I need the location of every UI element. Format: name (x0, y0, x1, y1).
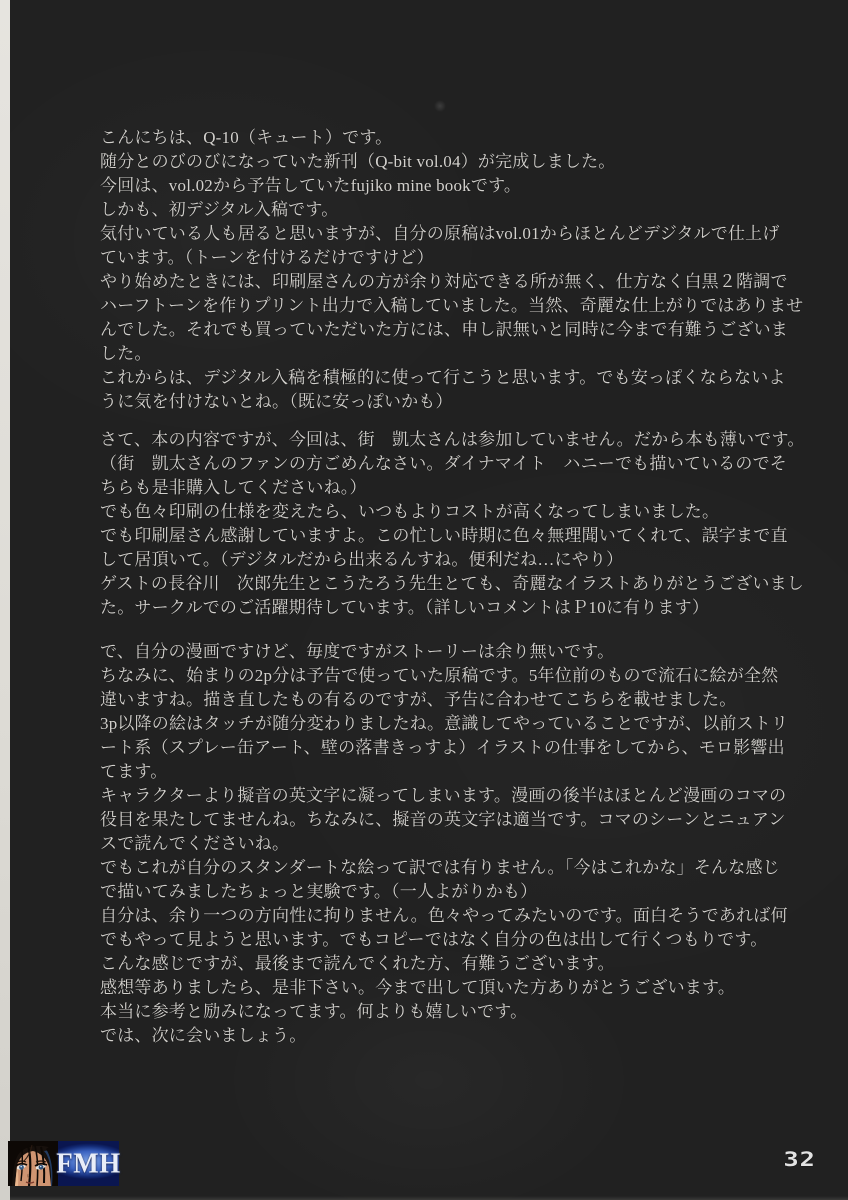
text-line: ています。（トーンを付けるだけですけど） (100, 248, 434, 267)
text-line: うに気を付けないとね。（既に安っぽいかも） (100, 392, 453, 411)
text-line: こんにちは、Q-10（キュート）です。 (100, 128, 393, 147)
text-line: 感想等ありましたら、是非下さい。今まで出して頂いた方ありがとうございます。 (100, 978, 736, 997)
text-line: 3p以降の絵はタッチが随分変わりましたね。意識してやっていることですが、以前ストリ (100, 714, 789, 733)
text-line: ちなみに、始まりの2p分は予告で使っていた原稿です。5年位前のもので流石に絵が全然 (100, 666, 779, 685)
text-line: では、次に会いましょう。 (100, 1026, 307, 1045)
text-line: して居頂いて。（デジタルだから出来るんすね。便利だね…にやり） (100, 550, 624, 569)
text-line: で、自分の漫画ですけど、毎度ですがストーリーは余り無いです。 (100, 642, 615, 661)
page-surface (10, 0, 848, 1200)
paragraph-block (100, 640, 790, 1048)
text-line: でもやって見ようと思います。でもコピーではなく自分の色は出して行くつもりです。 (100, 930, 768, 949)
text-line: ゲストの長谷川 次郎先生とこうたろう先生とても、奇麗なイラストありがとうございまし (100, 574, 805, 593)
text-line: スで読んでくださいね。 (100, 834, 290, 853)
text-line: でも色々印刷の仕様を変えたら、いつもよりコストが高くなってしまいました。 (100, 502, 720, 521)
paragraph-block (100, 126, 804, 414)
text-line: やり始めたときには、印刷屋さんの方が余り対応できる所が無く、仕方なく白黒２階調で (100, 272, 788, 291)
text-line: で描いてみましたちょっと実験です。（一人よがりかも） (100, 882, 538, 901)
text-line: ート系（スプレー缶アート、壁の落書きっすよ）イラストの仕事をしてから、モロ影響出 (100, 738, 785, 757)
text-line: でもこれが自分のスタンダートな絵って訳では有りません。「今はこれかな」そんな感じ (100, 858, 780, 877)
text-line: ハーフトーンを作りプリント出力で入稿していました。当然、奇麗な仕上がりではありませ (100, 296, 804, 315)
text-line: でも印刷屋さん感謝していますよ。この忙しい時期に色々無理聞いてくれて、誤字まで直 (100, 526, 788, 545)
text-line: 今回は、vol.02から予告していたfujiko mine bookです。 (100, 176, 522, 195)
text-line: 気付いている人も居ると思いますが、自分の原稿はvol.01からほとんどデジタルで仕上げ (100, 224, 780, 243)
afterword-text (100, 126, 805, 1048)
text-line: これからは、デジタル入稿を積極的に使って行こうと思います。でも安っぽくならないよ (100, 368, 786, 387)
text-line: さて、本の内容ですが、今回は、街 凱太さんは参加していません。だから本も薄いです。 (100, 430, 805, 449)
scan-artifact-dot (433, 100, 447, 112)
text-line: 違いますね。描き直したもの有るのですが、予告に合わせてこちらを載せました。 (100, 690, 737, 709)
text-line: キャラクターより擬音の英文字に凝ってしまいます。漫画の後半はほとんど漫画のコマの (100, 786, 787, 805)
text-line: た。サークルでのご活躍期待しています。（詳しいコメントはＰ10に有ります） (100, 598, 710, 617)
text-line: 役目を果たしてませんね。ちなみに、擬音の英文字は適当です。コマのシーンとニュアン (100, 810, 786, 829)
fmh-logo (58, 1141, 119, 1186)
text-line: ちらも是非購入してくださいね。） (100, 478, 367, 497)
text-line: 随分とのびのびになっていた新刊（Q-bit vol.04）が完成しました。 (100, 152, 616, 171)
circle-logo (8, 1141, 119, 1186)
text-line: んでした。それでも買っていただいた方には、申し訳無いと同時に今まで有難うございま (100, 320, 788, 339)
text-line: 自分は、余り一つの方向性に拘りません。色々やってみたいのです。面白そうであれば何 (100, 906, 788, 925)
paragraph-block (100, 428, 805, 620)
text-line: （街 凱太さんのファンの方ごめんなさい。ダイナマイト ハニーでも描いているのでそ (100, 454, 787, 473)
text-line: てます。 (100, 762, 168, 781)
character-portrait-icon (8, 1141, 58, 1186)
text-line: しかも、初デジタル入稿です。 (100, 200, 339, 219)
text-line: した。 (100, 344, 152, 363)
text-line: こんな感じですが、最後まで読んでくれた方、有難うございます。 (100, 954, 615, 973)
page-number: 32 (783, 1148, 816, 1171)
scan-edge-left (0, 0, 10, 1200)
text-line: 本当に参考と励みになってます。何よりも嬉しいです。 (100, 1002, 528, 1021)
fmh-logo-text: FMH (56, 1147, 121, 1179)
scan-edge-bottom (10, 1196, 848, 1200)
